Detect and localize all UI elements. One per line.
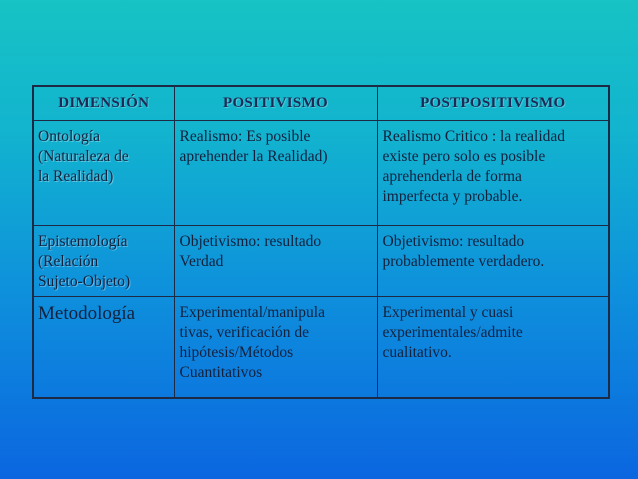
cell-postpositivismo-ontologia bbox=[377, 121, 609, 226]
cell-line: cualitativo. bbox=[382, 344, 452, 361]
cell-line: Experimental/manipula bbox=[179, 304, 325, 321]
cell-line: tivas, verificación de bbox=[179, 324, 310, 341]
cell-line: imperfecta y probable. bbox=[382, 188, 523, 205]
cell-dimension-epistemologia bbox=[33, 226, 174, 297]
cell-line: Verdad bbox=[179, 253, 224, 270]
cell-line: (Relación bbox=[38, 253, 99, 270]
cell-postpositivismo-metodologia bbox=[377, 297, 609, 399]
cell-line: Realismo Critico : la realidad bbox=[382, 128, 566, 145]
table-row-ontologia bbox=[33, 121, 609, 226]
cell-dimension-ontologia bbox=[33, 121, 174, 226]
header-positivismo: POSITIVISMO bbox=[174, 86, 377, 121]
cell-line: Objetivismo: resultado bbox=[382, 233, 525, 250]
cell-positivismo-ontologia bbox=[174, 121, 377, 226]
cell-dimension-metodologia bbox=[33, 297, 174, 399]
cell-line: hipótesis/Métodos bbox=[179, 344, 294, 361]
cell-line: la Realidad) bbox=[38, 168, 114, 185]
table-row-metodologia bbox=[33, 297, 609, 399]
cell-postpositivismo-epistemologia bbox=[377, 226, 609, 297]
comparison-table bbox=[32, 85, 610, 399]
header-postpositivismo: POSTPOSITIVISMO bbox=[377, 86, 609, 121]
cell-line: experimentales/admite bbox=[382, 324, 523, 341]
header-dimension: DIMENSIÓN bbox=[33, 86, 174, 121]
cell-line: Objetivismo: resultado bbox=[179, 233, 322, 250]
table-header-row bbox=[33, 86, 609, 121]
cell-line: aprehenderla de forma bbox=[382, 168, 522, 185]
cell-positivismo-metodologia bbox=[174, 297, 377, 399]
cell-line: Metodología bbox=[38, 303, 136, 324]
cell-line: existe pero solo es posible bbox=[382, 148, 546, 165]
cell-line: probablemente verdadero. bbox=[382, 253, 545, 270]
cell-line: aprehender la Realidad) bbox=[179, 148, 328, 165]
cell-positivismo-epistemologia bbox=[174, 226, 377, 297]
cell-line: Cuantitativos bbox=[179, 364, 263, 381]
cell-line: Epistemología bbox=[38, 233, 128, 250]
table-row-epistemologia bbox=[33, 226, 609, 297]
cell-line: (Naturaleza de bbox=[38, 148, 129, 165]
cell-line: Realismo: Es posible bbox=[179, 128, 311, 145]
cell-line: Sujeto-Objeto) bbox=[38, 273, 131, 290]
cell-line: Experimental y cuasi bbox=[382, 304, 514, 321]
cell-line: Ontología bbox=[38, 128, 100, 145]
